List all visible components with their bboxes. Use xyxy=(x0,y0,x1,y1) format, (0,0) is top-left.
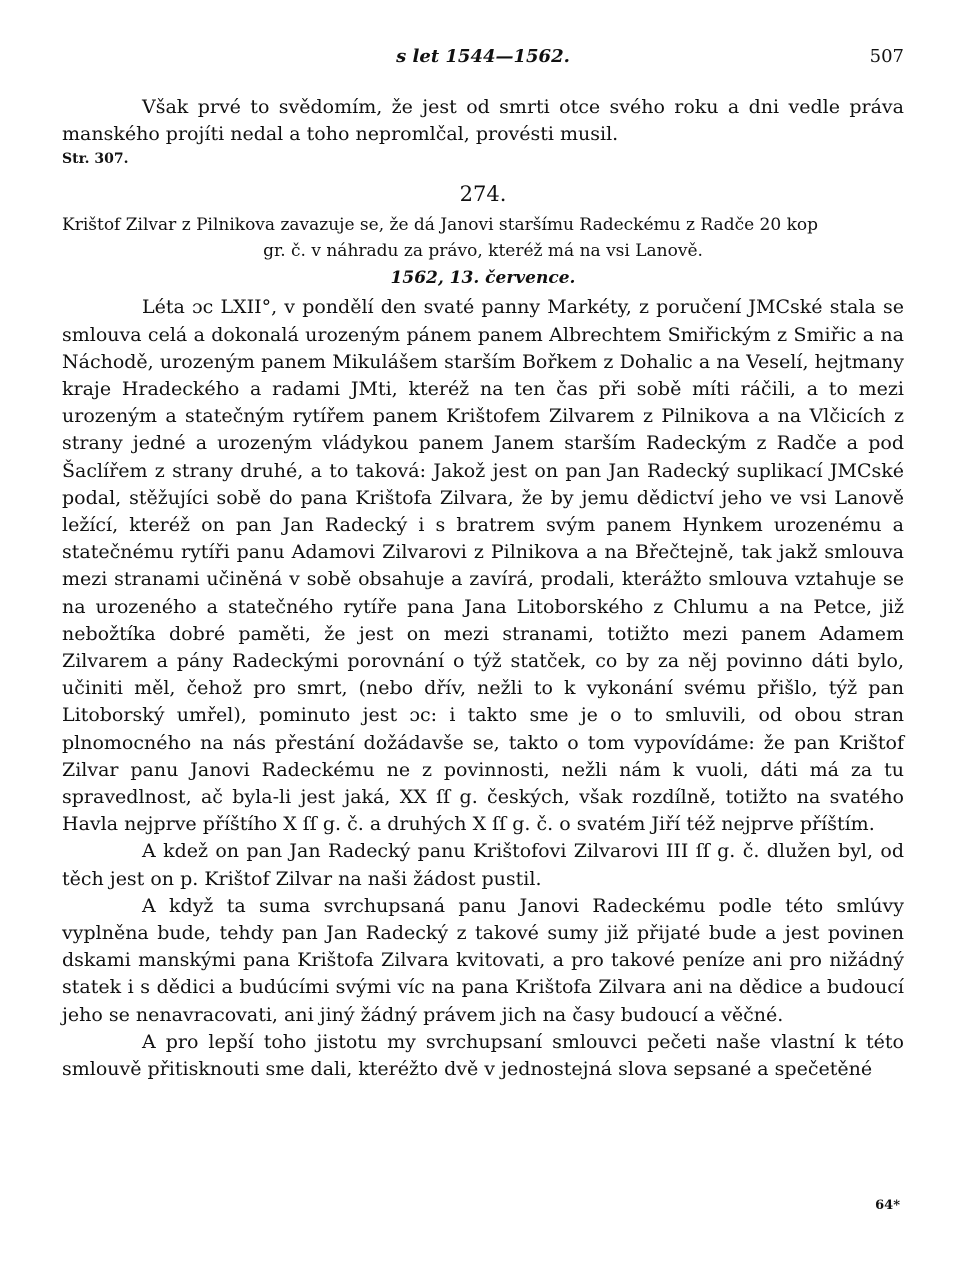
document-page xyxy=(62,44,904,1083)
document-heading xyxy=(62,212,904,264)
document-date: 1562, 13. července. xyxy=(390,268,576,289)
signature-mark: 64* xyxy=(875,1198,900,1213)
heading-line-2: gr. č. v náhradu za právo, kteréž má na vsi Lanově. xyxy=(263,241,703,262)
body-paragraph-3: A když ta suma svrchupsaná panu Janovi Radeckému podle této smlúvy vyplněna bude, tehdy pan Jan Radecký z takové sumy již přijaté bude a jest povinen dskami manskými pana Krištofa Zilvara kvitovati, a pro takové peníze ani pro nižádný statek i s dědici a budúcími svými víc na pana Krištofa Zilvara ani na dědice a budoucí jeho se nenavracovati, ani jiný žádný právem jich na časy budoucí a věčné. xyxy=(62,894,904,1026)
source-reference: Str. 307. xyxy=(62,151,129,168)
body-paragraph-2: A kdež on pan Jan Radecký panu Krištofovi Zilvarovi III ſſ g. č. dlužen byl, od těch jest on p. Krištof Zilvar na naši žádost pustil. xyxy=(62,840,904,890)
document-number: 274. xyxy=(459,182,507,207)
page-header xyxy=(62,44,904,80)
continuation-paragraph: Však prvé to svědomím, že jest od smrti otce svého roku a dni vedle práva manského projíti nedal a toho nepromlčal, provésti musil. xyxy=(62,96,904,146)
page-number: 507 xyxy=(869,46,904,67)
body-paragraph-1: Léta ɔc LXII°, v pondělí den svaté panny Markéty, z poručení JMCské stala se smlouva celá a dokonalá urozeným pánem panem Albrechtem Smiřickým z Smiřic a na Náchodě, urozeným panem Mikulášem starším Bořkem z Dohalic a na Veselí, hejtmany kraje Hradeckého a radami JMti, kteréž na ten čas při sobě míti ráčili, a to mezi urozeným a statečným rytířem panem Krištofem Zilvarem z Pilnikova a na Vlčicích z strany jedné a urozeným vládykou panem Janem starším Radeckým z Radče a pod Šaclířem z strany druhé, a to taková: Jakož jest on pan Jan Radecký suplikací JMCské podal, stěžujíci sobě do pana Krištofa Zilvara, že by jemu dědictví jeho ve vsi Lanově ležící, kteréž on pan Jan Radecký i s bratrem svým panem Hynkem urozenému a statečnému rytíři panu Adamovi Zilvarovi z Pilnikova a na Břečtejně, tak jakž smlouva mezi stranami učiněná v sobě obsahuje a zavírá, prodali, kterážto smlouva vztahuje se na urozeného a statečného rytíře pana Jana Litoborského z Chlumu a na Petce, již nebožtíka dobré paměti, že jest on mezi stranami, totižto mezi panem Adamem Zilvarem a pány Radeckými porovnání o týž statček, co by za něj povinno dáti bylo, učiniti měl, čehož pro smrt, (nebo dřív, nežli to k vykonání svému přišlo, týž pan Litoborský umřel), pominuto jest ɔc: i takto sme je o to smluvili, od obou stran plnomocného na nás přestání dožádavše se, takto o tom vypovídáme: že pan Krištof Zilvar panu Janovi Radeckému ne z povinnosti, nežli nám k vuoli, dáti má za tu spravedlnost, ač byla-li jest jaká, XX ſſ g. českých, však rozdílně, totižto na svatého Havla nejprve příštího X ſſ g. č. a druhých X ſſ g. č. o svatém Jiří též nejprve příštím. xyxy=(62,296,904,836)
running-head: s let 1544—1562. xyxy=(396,46,570,67)
heading-line-1: Krištof Zilvar z Pilnikova zavazuje se, že dá Janovi staršímu Radeckému z Radče 20 kop xyxy=(62,215,819,236)
body-paragraph-4: A pro lepší toho jistotu my svrchupsaní smlouvci pečeti naše vlastní k této smlouvě přitisknouti sme dali, kteréžto dvě v jednostejná slova sepsané a spečetěné xyxy=(62,1030,904,1081)
